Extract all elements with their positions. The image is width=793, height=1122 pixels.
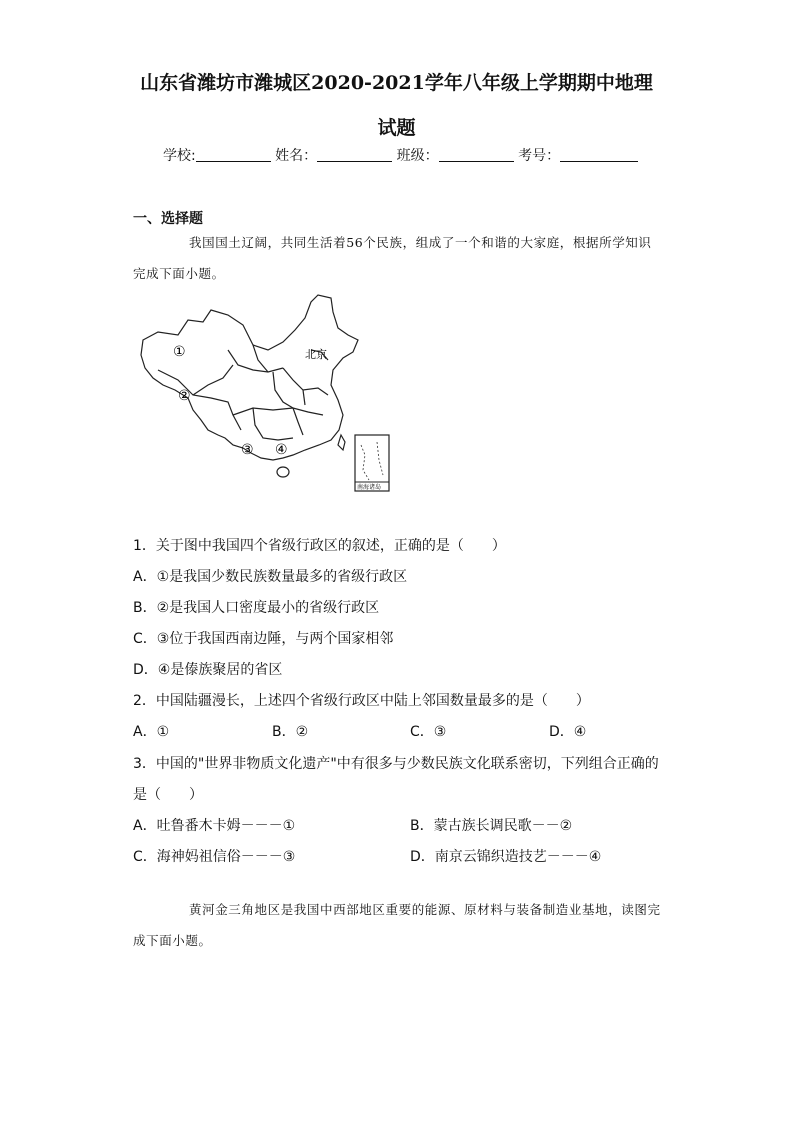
marker-2: ② bbox=[178, 388, 191, 404]
q2-option-a[interactable]: A．① bbox=[133, 724, 170, 740]
number-label: 考号： bbox=[518, 148, 561, 164]
q2-stem: 2．中国陆疆漫长，上述四个省级行政区中陆上邻国数量最多的是（ ） bbox=[133, 693, 590, 709]
school-blank[interactable] bbox=[196, 147, 271, 162]
name-blank[interactable] bbox=[317, 147, 392, 162]
inset-caption: 南海诸岛 bbox=[357, 484, 382, 491]
student-info-row bbox=[163, 145, 638, 165]
beijing-label: 北京 bbox=[305, 348, 327, 361]
q3-stem-line2: 是（ ） bbox=[133, 787, 203, 803]
q3-option-a[interactable]: A．吐鲁番木卡姆－－－① bbox=[133, 818, 296, 834]
class-blank[interactable] bbox=[439, 147, 514, 162]
exam-title-line2: 试题 bbox=[377, 117, 416, 139]
intro-paragraph-1: 我国国土辽阔，共同生活着56个民族，组成了一个和谐的大家庭，根据所学知识完成下面小题。 bbox=[133, 235, 652, 281]
section-heading: 一、选择题 bbox=[133, 211, 203, 227]
q1-option-a[interactable]: A．①是我国少数民族数量最多的省级行政区 bbox=[133, 569, 408, 585]
south-china-sea-inset bbox=[355, 435, 389, 491]
school-label: 学校: bbox=[163, 148, 196, 164]
class-label: 班级： bbox=[396, 148, 439, 164]
q2-option-c[interactable]: C．③ bbox=[410, 724, 447, 740]
q3-option-c[interactable]: C．海神妈祖信俗－－－③ bbox=[133, 849, 296, 865]
name-label: 姓名： bbox=[275, 148, 318, 164]
q3-option-b[interactable]: B．蒙古族长调民歌－－② bbox=[410, 818, 573, 834]
number-blank[interactable] bbox=[560, 147, 638, 162]
marker-1: ① bbox=[173, 344, 186, 360]
q1-option-b[interactable]: B．②是我国人口密度最小的省级行政区 bbox=[133, 600, 380, 616]
q3-stem-line1: 3．中国的"世界非物质文化遗产"中有很多与少数民族文化联系密切，下列组合正确的 bbox=[133, 756, 659, 772]
china-province-map bbox=[133, 290, 393, 495]
q1-stem: 1．关于图中我国四个省级行政区的叙述，正确的是（ ） bbox=[133, 538, 506, 554]
exam-title-line1: 山东省潍坊市潍城区2020-2021学年八年级上学期期中地理 bbox=[140, 72, 653, 94]
q1-option-c[interactable]: C．③位于我国西南边陲，与两个国家相邻 bbox=[133, 631, 394, 647]
marker-4: ④ bbox=[275, 442, 288, 458]
intro-paragraph-2: 黄河金三角地区是我国中西部地区重要的能源、原材料与装备制造业基地，读图完成下面小题。 bbox=[133, 902, 661, 948]
marker-3: ③ bbox=[241, 442, 254, 458]
q3-option-d[interactable]: D．南京云锦织造技艺－－－④ bbox=[410, 849, 602, 865]
q2-option-d[interactable]: D．④ bbox=[549, 724, 587, 740]
q1-option-d[interactable]: D．④是傣族聚居的省区 bbox=[133, 662, 283, 678]
q2-option-b[interactable]: B．② bbox=[272, 724, 309, 740]
